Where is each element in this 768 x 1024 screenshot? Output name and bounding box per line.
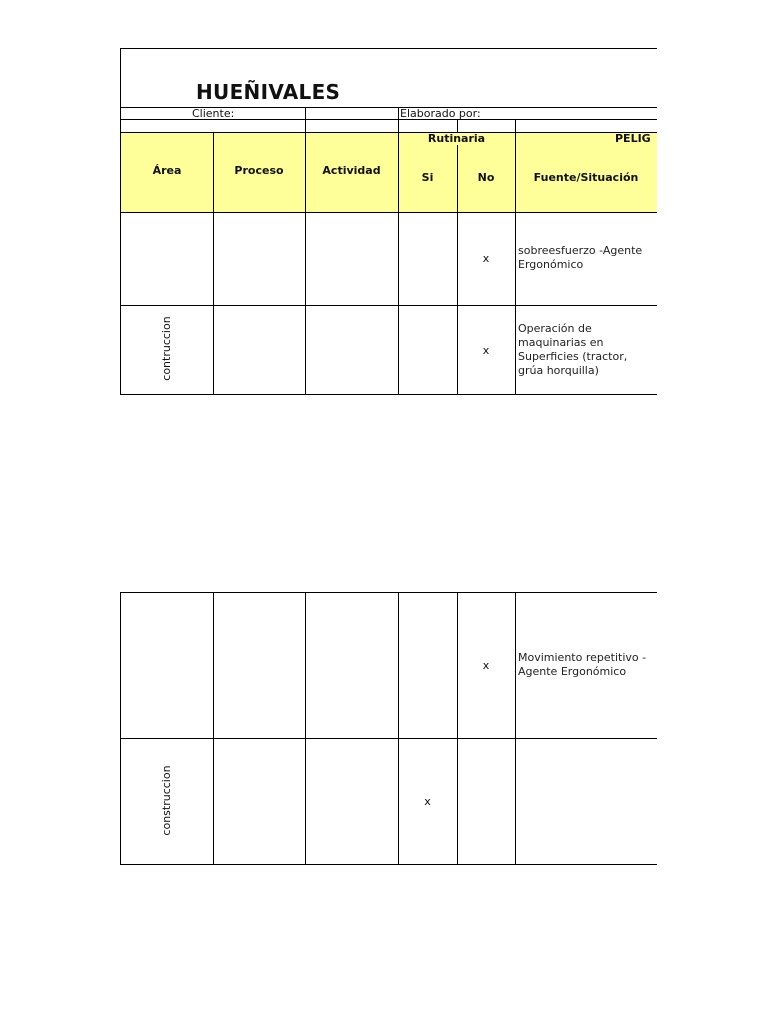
column-header-peligro: PELIG <box>615 132 651 145</box>
table2-row-1-no-mark: x <box>482 659 490 672</box>
table-row-1-fuente: sobreesfuerzo -Agente Ergonómico <box>518 244 643 271</box>
table2-row-1-fuente: Movimiento repetitivo - Agente Ergonómico <box>518 651 647 678</box>
column-header-proceso: Proceso <box>234 164 284 177</box>
table-row-2-area: contruccion <box>160 316 173 381</box>
column-header-fuente: Fuente/Situación <box>533 171 639 184</box>
table2-row-2-area: construccion <box>160 765 173 836</box>
client-label: Cliente: <box>192 107 235 120</box>
column-header-area: Área <box>152 164 182 177</box>
column-header-si: Si <box>421 171 434 184</box>
prepared-by-label: Elaborado por: <box>400 107 481 120</box>
page-title: HUEÑIVALES <box>196 80 341 104</box>
table-row-2-fuente: Operación de maquinarias en Superficies (tractor, grúa horquilla) <box>518 322 628 377</box>
column-header-actividad: Actividad <box>322 164 381 177</box>
column-header-rutinaria: Rutinaria <box>427 132 486 145</box>
column-header-no: No <box>477 171 495 184</box>
table2-row-2-si-mark: x <box>424 795 431 808</box>
table-row-2-no-mark: x <box>482 344 490 357</box>
table-row-1-no-mark: x <box>482 252 490 265</box>
